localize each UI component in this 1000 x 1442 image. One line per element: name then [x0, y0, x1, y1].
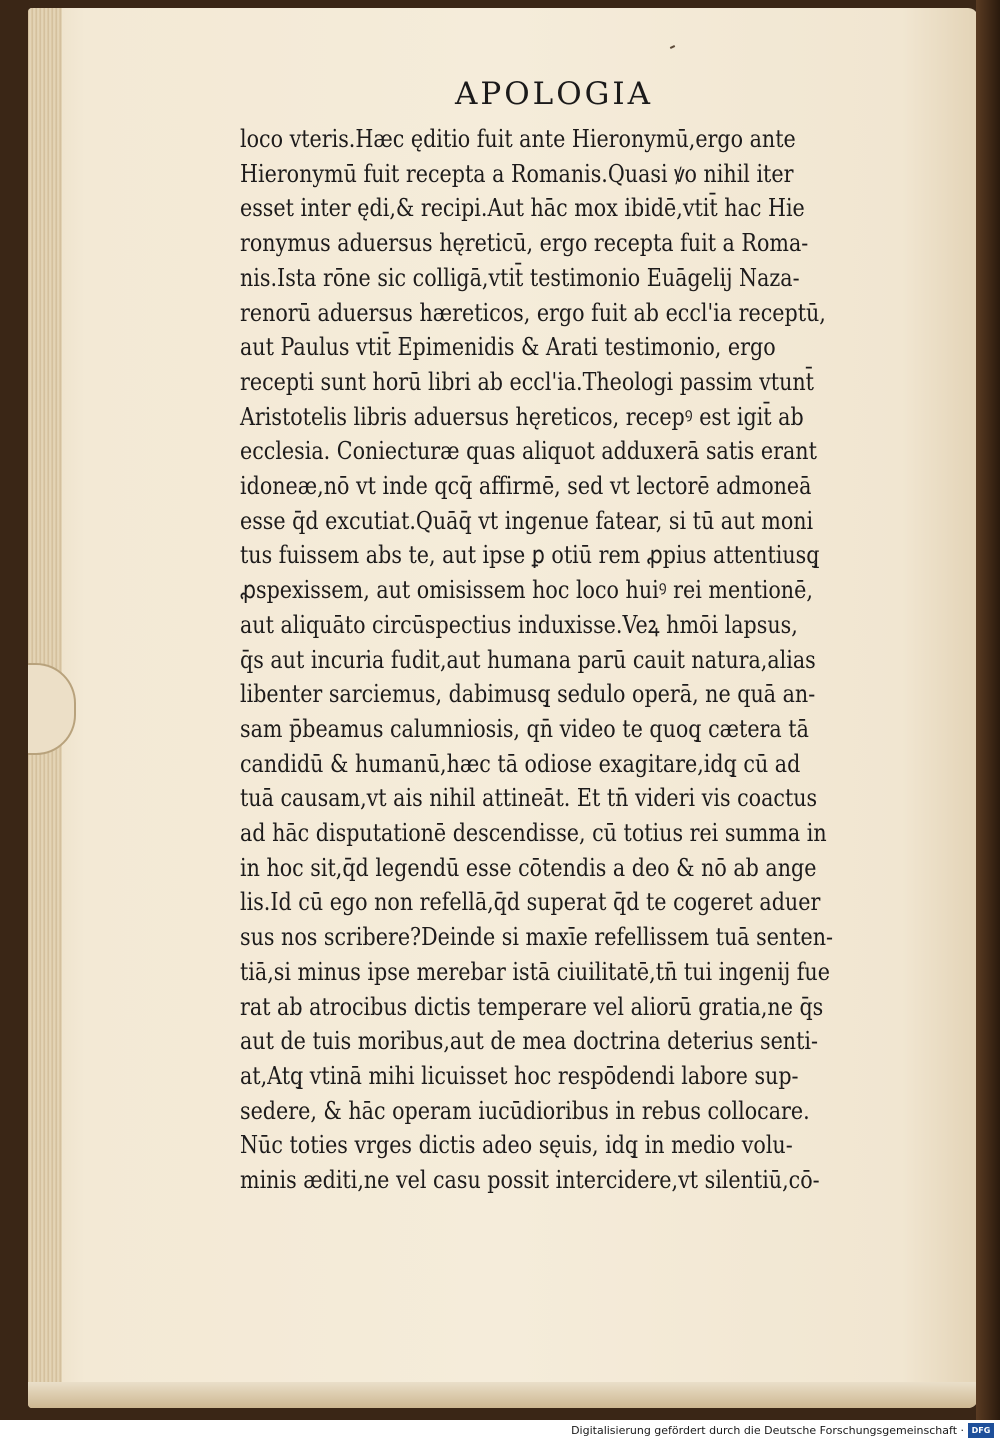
text-line: Hieronymū fuit recepta a Romanis.Quasi ꝟo nihil iter	[240, 159, 794, 188]
text-line: libenter sarciemus, dabimusq̧ sedulo operā, ne quā an-	[240, 680, 816, 709]
text-line: sam p̄beamus calumniosis, qn̄ video te quoq̧ cætera tā	[240, 714, 809, 743]
text-line: esse q̄d excutiat.Quāq̄ vt ingenue fatear, si tū aut moni	[240, 506, 814, 535]
text-line: rat ab atrocibus dictis temperare vel aliorū gratia,ne q̄s	[240, 992, 824, 1021]
text-line: candidū & humanū,hæc tā odiose exagitare,idq̧ cū ad	[240, 749, 801, 778]
text-line: lis.Id cū ego non refellā,q̄d superat q̄d te cogeret aduer	[240, 888, 821, 917]
text-line: idoneæ,nō vt inde qcq̄ affirmē, sed vt lectorē admoneā	[240, 472, 812, 501]
text-line: tus fuissem abs te, aut ipse ꝑ otiū rem ꝓpius attentiusq̧	[240, 541, 820, 570]
body-text	[240, 122, 940, 1198]
text-line: aut de tuis moribus,aut de mea doctrina deterius senti-	[240, 1027, 818, 1056]
text-line: Nūc toties vrges dictis adeo sęuis, idq̧ in medio volu-	[240, 1131, 793, 1160]
text-line: nis.Ista rōne sic colligā,vtit̄ testimonio Euāgelij Naza-	[240, 263, 800, 292]
text-line: q̄s aut incuria fudit,aut humana parū cauit natura,alias	[240, 645, 816, 674]
text-line: sus nos scribere?Deinde si maxīe refellissem tuā senten-	[240, 923, 833, 952]
text-line: minis æditi,ne vel casu possit intercidere,vt silentiū,cō-	[240, 1166, 820, 1195]
text-line: tiā,si minus ipse merebar istā ciuilitatē,tn̄ tui ingenij fue	[240, 957, 830, 986]
page-edge-bottom	[28, 1382, 978, 1408]
text-line: ronymus aduersus hęreticū, ergo recepta fuit a Roma-	[240, 229, 809, 258]
text-line: ecclesia. Coniecturæ quas aliquot adduxerā satis erant	[240, 437, 817, 466]
text-line: renorū aduersus hæreticos, ergo fuit ab eccl'ia receptū,	[240, 298, 826, 327]
text-line: ad hāc disputationē descendisse, cū totius rei summa in	[240, 819, 827, 848]
text-line: esset inter ędi,& recipi.Aut hāc mox ibidē,vtit̄ hac Hie	[240, 194, 805, 223]
text-line: tuā causam,vt ais nihil attineāt. Et tn̄ videri vis coactus	[240, 784, 818, 813]
text-line: in hoc sit,q̄d legendū esse cōtendis a deo & nō ab ange	[240, 853, 817, 882]
footer-bar	[0, 1420, 1000, 1442]
text-line: Aristotelis libris aduersus hęreticos, recepꝰ est igit̄ ab	[240, 402, 804, 431]
text-line: aut aliquāto circūspectius induxisse.Veꝝ hmōi lapsus,	[240, 610, 798, 639]
text-line: at,Atq̧ vtinā mihi licuisset hoc respōdendi labore sup-	[240, 1061, 799, 1090]
text-line: loco vteris.Hæc ęditio fuit ante Hieronymū,ergo ante	[240, 125, 796, 153]
book-binding-edge	[976, 0, 1000, 1420]
text-line: aut Paulus vtit̄ Epimenidis & Arati testimonio, ergo	[240, 333, 776, 362]
book-clasp	[28, 663, 76, 755]
text-line: sedere, & hāc operam iucūdioribus in rebus collocare.	[240, 1096, 810, 1125]
text-line: recepti sunt horū libri ab eccl'ia.Theologi passim vtunt̄	[240, 367, 814, 396]
dfg-logo: DFG	[968, 1423, 994, 1438]
funding-notice: Digitalisierung gefördert durch die Deutsche Forschungsgemeinschaft ·	[571, 1424, 964, 1437]
running-header: APOLOGIA	[455, 76, 654, 112]
text-line: ꝓspexissem, aut omisissem hoc loco huiꝰ rei mentionē,	[240, 576, 813, 605]
